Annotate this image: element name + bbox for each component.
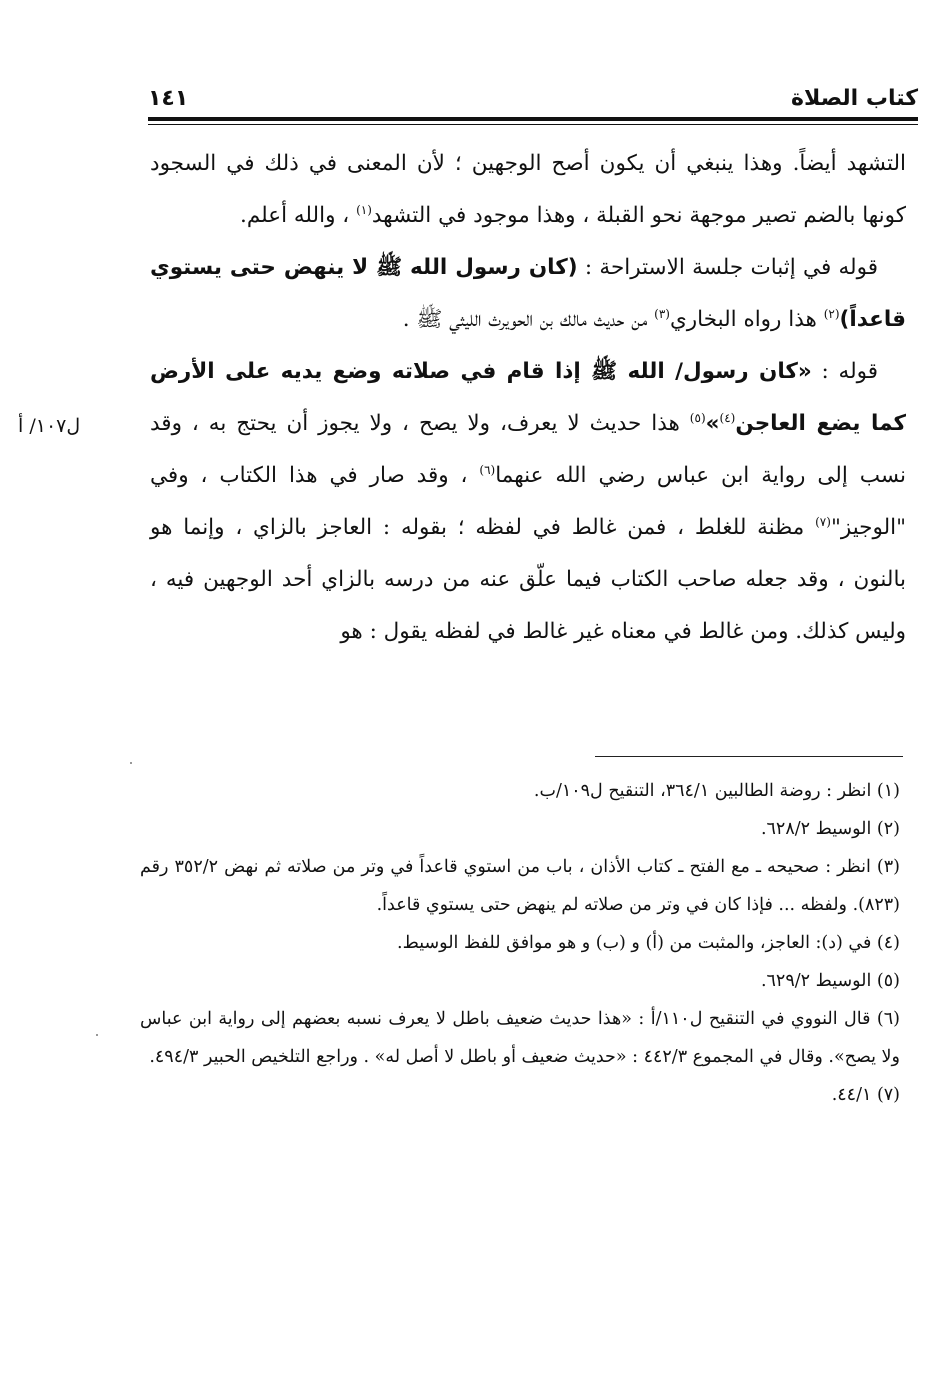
p3-end: مظنة للغلط ، فمن غالط في لفظه ؛ بقوله : العاجز بالزاي ، وإنما هو بالنون ، وقد جعله صاحب الكتاب فيما علّق عنه من درسه بالزاي أحد الوجهين فيه ، وليس كذلك. ومن غالط في معناه غير غالط في لفظه يقول : هو <box>150 515 906 644</box>
p2-mid: هذا رواه البخاري <box>669 307 824 332</box>
footnote-ref: (٤) <box>719 410 736 425</box>
footnote-ref: (٣) <box>654 306 670 321</box>
header-rule-thin <box>148 124 918 125</box>
footnote-separator <box>595 756 903 757</box>
scan-speck <box>96 1034 98 1036</box>
footnote-ref: (١) <box>356 202 372 217</box>
paragraph-1 <box>150 138 906 242</box>
footnotes <box>140 772 900 1114</box>
page-number: ١٤١ <box>148 86 189 111</box>
footnote-ref: (٢) <box>823 306 840 321</box>
footnote-2: (٢) الوسيط ٦٢٨/٢. <box>760 819 900 839</box>
footnote-ref: (٥) <box>689 410 706 425</box>
p2-intro: قوله في إثبات جلسة الاستراحة : <box>577 255 878 280</box>
p3-quote-end: » <box>705 411 720 436</box>
footnote-1: (١) انظر : روضة الطالبين ٣٦٤/١، التنقيح ل١٠٩/ب. <box>533 781 900 801</box>
footnote-ref: (٧) <box>815 514 831 529</box>
main-text <box>150 138 906 658</box>
footnote-6: (٦) قال النووي في التنقيح ل١١٠/أ : «هذا حديث ضعيف باطل لا يعرف نسبه بعضهم إلى رواية ابن عباس ولا يصح». وقال في المجموع ٤٤٢/٣ : «حديث ضعيف أو باطل لا أصل له» . وراجع التلخيص الحبير ٤٩٤/٣. <box>140 1009 900 1067</box>
footnote-4: (٤) في (د): العاجز، والمثبت من (أ) و (ب) و هو موافق للفظ الوسيط. <box>397 933 900 953</box>
manuscript-folio-note: ل١٠٧/ أ <box>18 415 81 437</box>
p1-end: ، والله أعلم. <box>240 203 357 228</box>
p3-mid2: ، وقد صار في هذا الكتاب ، وفي "الوجيز" <box>150 463 906 540</box>
footnote-7: (٧) ٤٤/١. <box>831 1085 900 1105</box>
header-rule-thick <box>148 117 918 121</box>
scan-speck <box>130 762 132 764</box>
footnote-5: (٥) الوسيط ٦٢٩/٢. <box>760 971 900 991</box>
footnote-ref: (٦) <box>479 462 496 477</box>
p3-quote: «كان رسول/ الله ﷺ إذا قام في صلاته وضع يديه على الأرض كما يضع العاجن <box>150 359 906 436</box>
footnote-3: (٣) انظر : صحيحه ـ مع الفتح ـ كتاب الأذان ، باب من استوي قاعداً في وتر من صلاته ثم نهض ٣٥٢/٢ رقم (٨٢٣). ولفظه ... فإذا كان في وتر من صلاته لم ينهض حتى يستوي قاعداً. <box>140 857 900 915</box>
p2-quote: (كان رسول الله ﷺ لا ينهض حتى يستوي قاعداً) <box>150 255 906 332</box>
paragraph-3 <box>150 346 906 658</box>
paragraph-2 <box>150 242 906 346</box>
p2-end: من حديث مالك بن الحويرث الليثي ﷺ . <box>402 307 655 332</box>
p1-text: التشهد أيضاً. وهذا ينبغي أن يكون أصح الوجهين ؛ لأن المعنى في ذلك في السجود كونها بالضم تصير موجهة نحو القبلة ، وهذا موجود في التشهد <box>150 151 906 228</box>
p3-intro: قوله : <box>811 359 879 384</box>
p3-mid: هذا حديث لا يعرف، ولا يصح ، ولا يجوز أن يحتج به ، وقد نسب إلى رواية ابن عباس رضي الله عنهما <box>150 411 906 488</box>
chapter-title: كتاب الصلاة <box>791 86 918 111</box>
